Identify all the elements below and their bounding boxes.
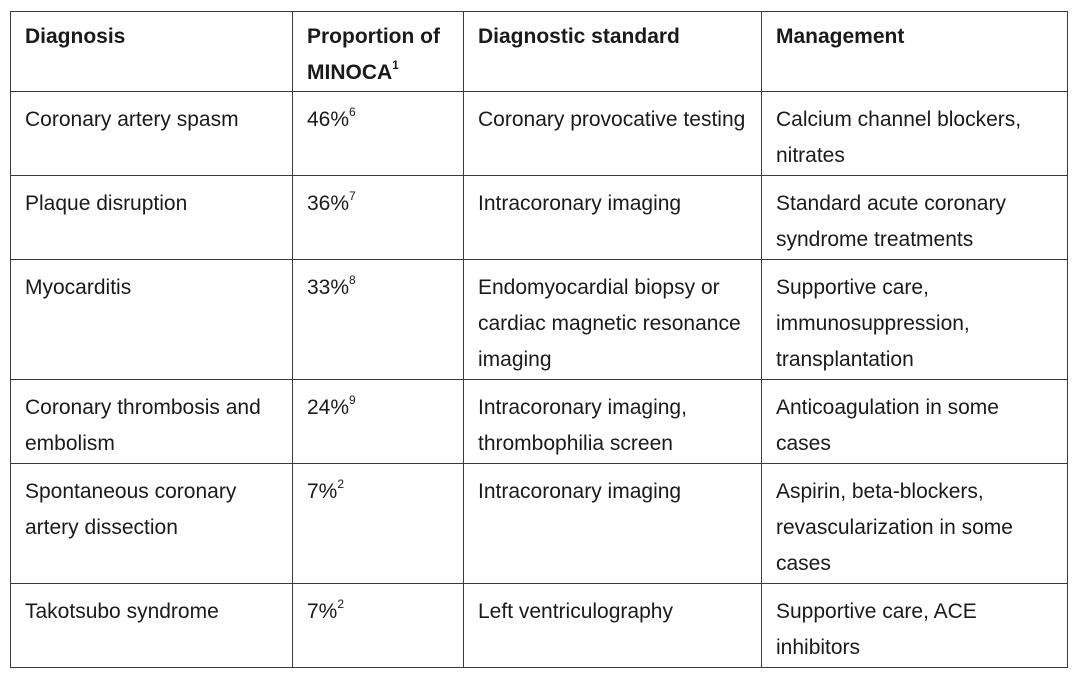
table-row	[11, 380, 1068, 464]
proportion-value: 24%	[307, 396, 350, 419]
proportion-value: 33%	[307, 276, 350, 299]
cell-management: Anticoagulation in some cases	[762, 380, 1068, 464]
cell-diagnosis: Plaque disruption	[11, 176, 293, 260]
cell-diagnostic-standard: Intracoronary imaging	[464, 464, 762, 584]
cell-diagnosis: Coronary artery spasm	[11, 92, 293, 176]
proportion-ref: 2	[337, 597, 345, 611]
proportion-value: 7%	[307, 480, 338, 503]
table-row	[11, 584, 1068, 668]
header-proportion	[293, 12, 464, 92]
cell-proportion	[293, 380, 464, 464]
cell-diagnostic-standard: Intracoronary imaging	[464, 176, 762, 260]
proportion-ref: 6	[349, 105, 356, 119]
cell-diagnostic-standard: Coronary provocative testing	[464, 92, 762, 176]
proportion-value: 46%	[307, 108, 350, 131]
header-diagnostic-standard: Diagnostic standard	[464, 12, 762, 92]
table-row	[11, 260, 1068, 380]
proportion-ref: 7	[349, 189, 356, 203]
cell-diagnosis: Takotsubo syndrome	[11, 584, 293, 668]
cell-diagnostic-standard: Left ventriculography	[464, 584, 762, 668]
cell-management: Supportive care, immunosuppression, transplantation	[762, 260, 1068, 380]
proportion-value: 7%	[307, 600, 338, 623]
cell-management: Aspirin, beta-blockers, revascularization in some cases	[762, 464, 1068, 584]
proportion-ref: 8	[349, 273, 356, 287]
proportion-ref: 9	[349, 393, 356, 407]
cell-diagnosis: Coronary thrombosis and embolism	[11, 380, 293, 464]
table-row	[11, 92, 1068, 176]
cell-management: Supportive care, ACE inhibitors	[762, 584, 1068, 668]
minoca-diagnosis-table	[10, 11, 1068, 668]
cell-proportion	[293, 260, 464, 380]
proportion-ref: 2	[337, 477, 345, 491]
cell-management: Standard acute coronary syndrome treatments	[762, 176, 1068, 260]
table-row	[11, 176, 1068, 260]
header-proportion-label: Proportion of MINOCA	[307, 25, 440, 84]
cell-proportion	[293, 176, 464, 260]
cell-proportion	[293, 92, 464, 176]
proportion-value: 36%	[307, 192, 350, 215]
cell-diagnosis: Spontaneous coronary artery dissection	[11, 464, 293, 584]
header-diagnosis: Diagnosis	[11, 12, 293, 92]
table-row	[11, 464, 1068, 584]
cell-diagnosis: Myocarditis	[11, 260, 293, 380]
cell-diagnostic-standard: Intracoronary imaging, thrombophilia screen	[464, 380, 762, 464]
header-proportion-ref: 1	[392, 58, 399, 72]
cell-proportion	[293, 464, 464, 584]
table-header-row	[11, 12, 1068, 92]
cell-diagnostic-standard: Endomyocardial biopsy or cardiac magnetic resonance imaging	[464, 260, 762, 380]
header-management: Management	[762, 12, 1068, 92]
cell-management: Calcium channel blockers, nitrates	[762, 92, 1068, 176]
cell-proportion	[293, 584, 464, 668]
